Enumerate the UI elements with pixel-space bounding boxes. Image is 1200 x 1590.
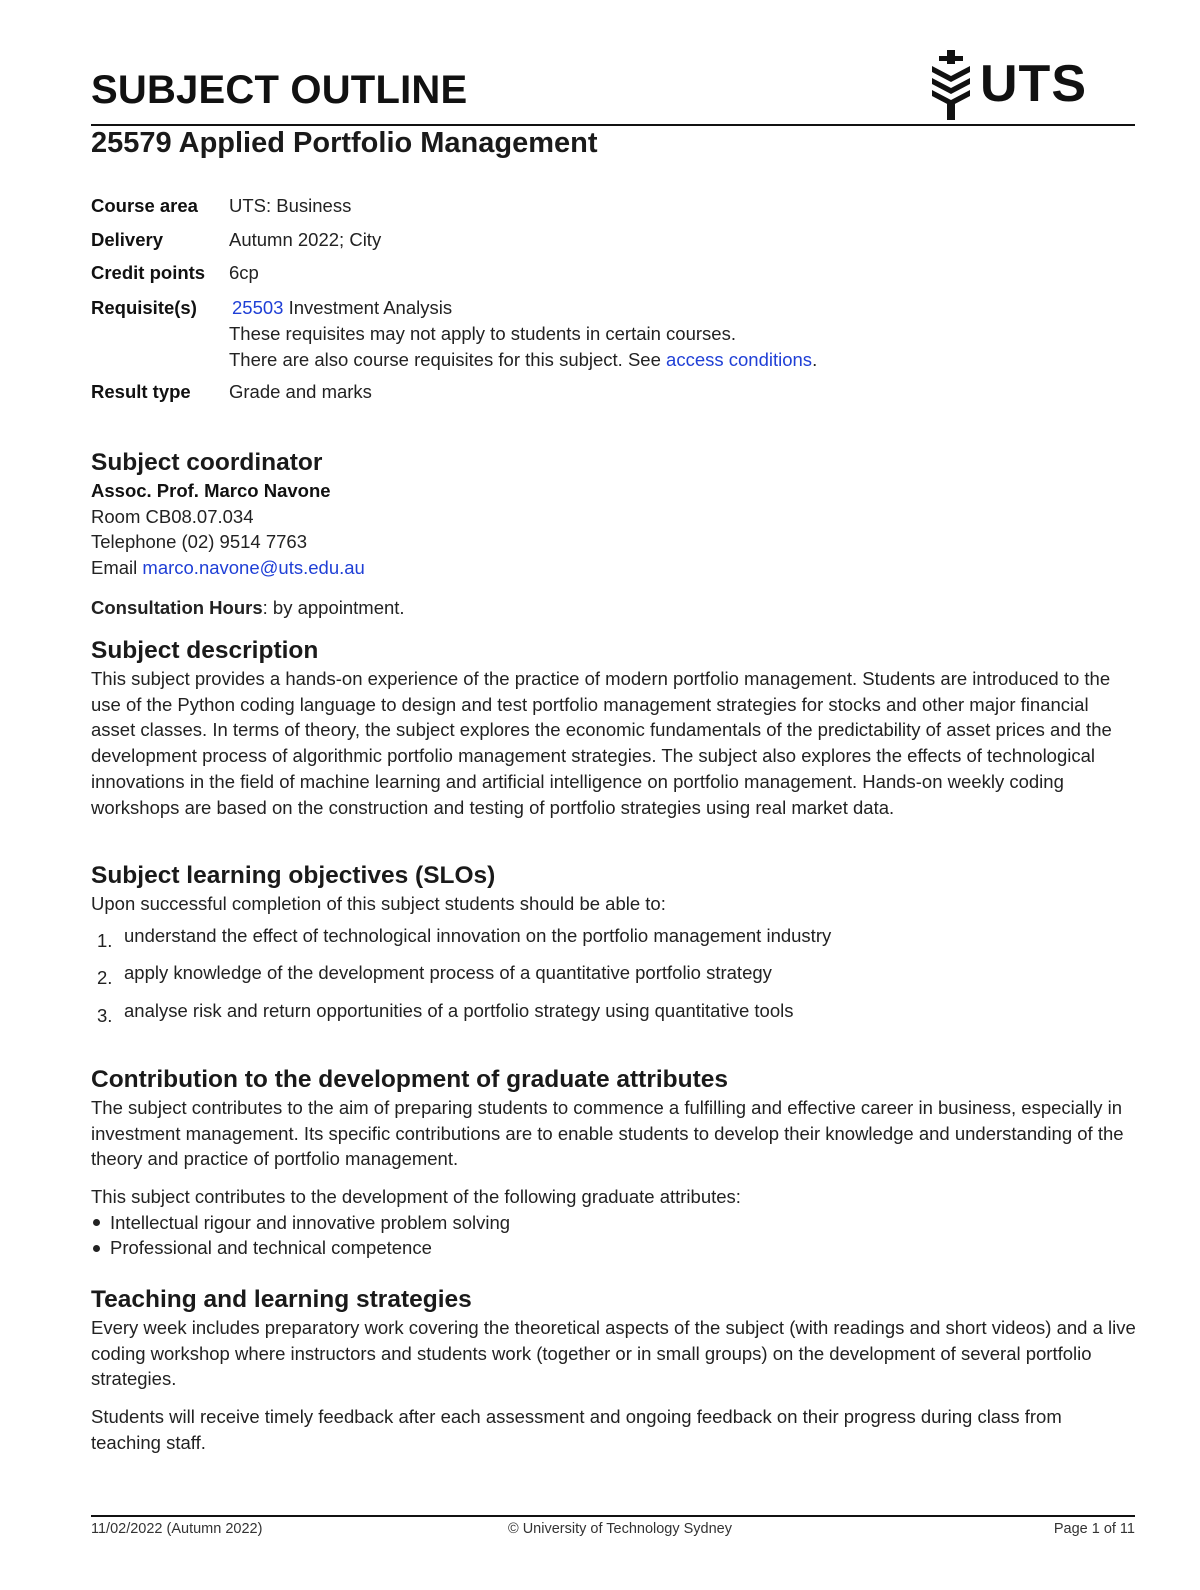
graduate-attributes-list — [91, 1210, 1136, 1261]
meta-row-course-area — [91, 195, 1131, 229]
consultation-label: Consultation Hours — [91, 596, 263, 618]
objective-number: 2. — [97, 967, 113, 989]
meta-value: Autumn 2022; City — [229, 229, 382, 250]
section-heading: Subject description — [91, 637, 319, 664]
period: . — [812, 349, 818, 370]
email-label: Email — [91, 557, 143, 579]
bullet-icon — [93, 1219, 100, 1226]
meta-value: Grade and marks — [229, 381, 372, 402]
meta-value: UTS: Business — [229, 195, 352, 216]
uts-logo — [928, 50, 1098, 122]
coordinator-room: Room CB08.07.034 — [91, 505, 254, 527]
graduate-attributes-section — [91, 1065, 1136, 1261]
coordinator-telephone: Telephone (02) 9514 7763 — [91, 531, 308, 553]
access-conditions-link[interactable]: access conditions — [666, 349, 813, 370]
footer-divider — [91, 1515, 1135, 1517]
meta-label: Requisite(s) — [91, 297, 197, 318]
objective-text: apply knowledge of the development process of a quantitative portfolio strategy — [124, 962, 772, 984]
logo-text: UTS — [980, 55, 1087, 113]
consultation-value: : by appointment. — [262, 596, 405, 618]
footer-page-number: Page 1 of 11 — [1053, 1521, 1135, 1537]
title-divider — [91, 124, 1135, 126]
objective-item — [91, 925, 1136, 963]
meta-label: Course area — [91, 195, 198, 216]
list-item-text: Professional and technical competence — [110, 1237, 432, 1259]
subject-name: 25579 Applied Portfolio Management — [91, 127, 598, 159]
meta-row-credit-points — [91, 262, 1131, 295]
objectives-section — [91, 861, 1136, 1037]
bullet-icon — [93, 1245, 100, 1252]
description-section — [91, 636, 1136, 820]
teaching-para-2: Students will receive timely feedback after each assessment and ongoing feedback on their progress during class from teaching staff. — [91, 1406, 1062, 1453]
teaching-section — [91, 1285, 1136, 1456]
consultation-hours — [91, 595, 1136, 621]
meta-row-requisites — [91, 295, 1131, 381]
coordinator-section — [91, 448, 1136, 621]
document-title: SUBJECT OUTLINE — [91, 68, 468, 112]
section-heading: Contribution to the development of graduate attributes — [91, 1066, 728, 1093]
meta-label: Delivery — [91, 229, 163, 250]
subject-meta — [91, 195, 1131, 403]
objective-number: 3. — [97, 1004, 113, 1026]
meta-value — [229, 295, 817, 381]
meta-label: Result type — [91, 381, 191, 402]
section-heading: Teaching and learning strategies — [91, 1286, 472, 1313]
requisite-note: These requisites may not apply to students in certain courses. — [229, 323, 736, 344]
uts-crest-icon — [928, 50, 974, 122]
meta-value: 6cp — [229, 262, 259, 283]
teaching-para-1: Every week includes preparatory work covering the theoretical aspects of the subject (with readings and short videos) and a live coding workshop where instructors and students work (together or in small groups) on the development of several portfolio strategies. — [91, 1317, 1136, 1390]
requisite-name: Investment Analysis — [283, 297, 453, 318]
meta-label: Credit points — [91, 262, 206, 283]
objectives-list — [91, 925, 1136, 1038]
footer-date: 11/02/2022 (Autumn 2022) — [91, 1521, 263, 1537]
coordinator-email-link[interactable]: marco.navone@uts.edu.au — [142, 557, 365, 579]
objective-number: 1. — [97, 929, 113, 951]
section-heading: Subject coordinator — [91, 449, 323, 476]
list-item — [91, 1235, 1136, 1261]
meta-row-result-type — [91, 381, 1131, 403]
meta-row-delivery — [91, 229, 1131, 262]
section-heading: Subject learning objectives (SLOs) — [91, 862, 496, 889]
description-text: This subject provides a hands-on experience of the practice of modern portfolio management. Students are introduced to the use of the Python coding language to design and test portfolio management strategies for stocks and other major financial asset classes. In terms of theory, the subject explores the economic fundamentals of the predictability of asset prices and the development process of algorithmic portfolio management strategies. The subject also explores the effects of technological innovations in the field of machine learning and artificial intelligence on portfolio management. Hands-on weekly coding workshops are based on the construction and testing of portfolio strategies using real market data. — [91, 668, 1112, 818]
graduate-intro: This subject contributes to the development of the following graduate attributes: — [91, 1186, 741, 1208]
objective-item — [91, 962, 1136, 1000]
list-item — [91, 1210, 1136, 1236]
course-requisite-text: There are also course requisites for this subject. See — [229, 349, 667, 370]
graduate-text: The subject contributes to the aim of preparing students to commence a fulfilling and effective career in business, especially in investment management. Its specific contributions are to enable students to develop their knowledge and understanding of the theory and practice of portfolio management. — [91, 1097, 1124, 1170]
coordinator-name: Assoc. Prof. Marco Navone — [91, 480, 331, 501]
coordinator-email-line — [91, 555, 1136, 581]
requisite-code-link[interactable]: 25503 — [232, 297, 284, 318]
objective-text: understand the effect of technological innovation on the portfolio management industry — [124, 924, 832, 946]
list-item-text: Intellectual rigour and innovative problem solving — [110, 1211, 511, 1233]
objectives-intro: Upon successful completion of this subject students should be able to: — [91, 893, 666, 914]
footer-copyright: © University of Technology Sydney — [508, 1521, 732, 1537]
objective-item — [91, 1000, 1136, 1038]
objective-text: analyse risk and return opportunities of a portfolio strategy using quantitative tools — [124, 999, 794, 1021]
